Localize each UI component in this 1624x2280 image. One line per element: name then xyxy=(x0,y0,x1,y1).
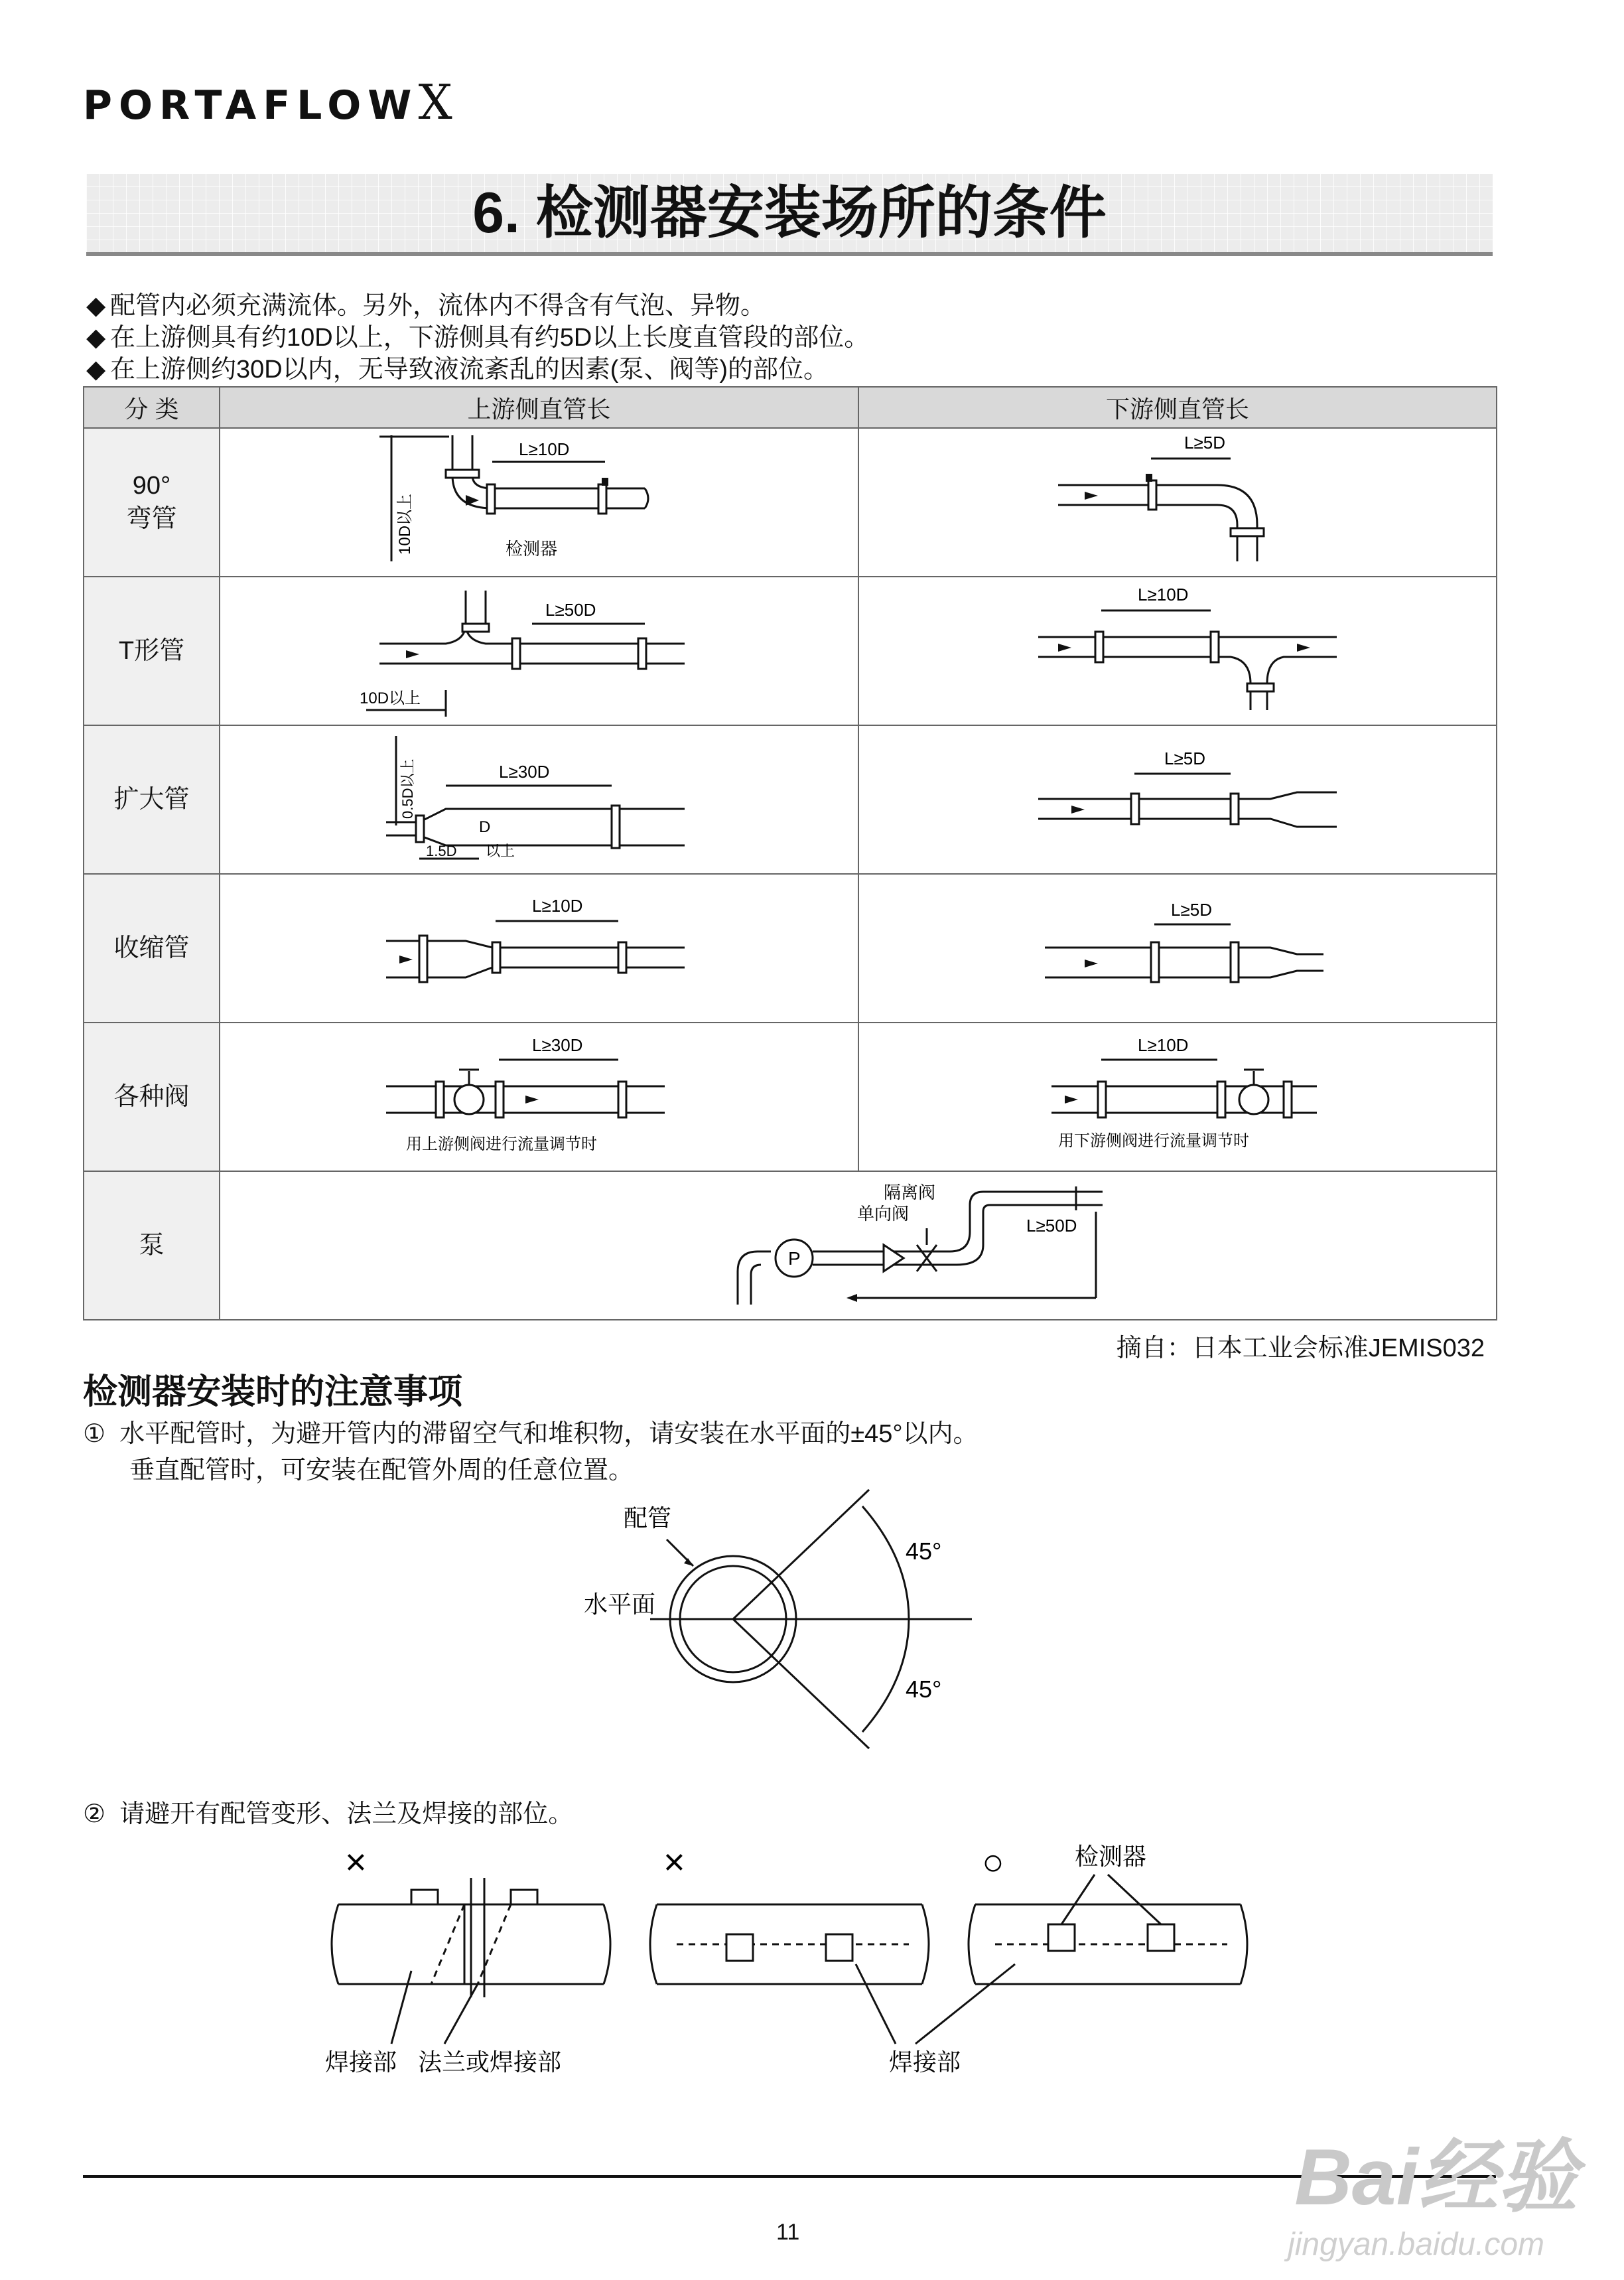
brand-logo xyxy=(83,74,452,130)
angle-upper-label: 45° xyxy=(906,1537,942,1565)
category-cell: 90° 弯管 xyxy=(84,428,220,577)
bend-upstream-svg xyxy=(220,429,859,576)
upstream-diagram xyxy=(220,428,858,577)
flange-or-weld-label: 法兰或焊接部 xyxy=(418,2048,562,2076)
category-cell: 收缩管 xyxy=(84,874,220,1023)
check-valve-label: 单向阀 xyxy=(857,1204,910,1224)
expander-upstream-svg xyxy=(220,726,859,873)
table-row xyxy=(84,874,1497,1023)
below-length-suffix: 以上 xyxy=(486,843,515,859)
table-row xyxy=(84,725,1497,874)
pump-svg xyxy=(220,1172,1497,1319)
watermark-logo: Bai经验 xyxy=(1294,2133,1578,2222)
downstream-diagram xyxy=(858,725,1497,874)
category-cell: 泵 xyxy=(84,1171,220,1320)
note-1: ① 水平配管时，为避开管内的滞留空气和堆积物，请安装在水平面的±45°以内。 xyxy=(83,1420,979,1448)
angle-diagram xyxy=(571,1486,982,1752)
downstream-diagram xyxy=(858,1023,1497,1171)
pipe-label: 配管 xyxy=(624,1504,672,1532)
bad-mark-2: × xyxy=(663,1841,685,1883)
bullet-1: ◆ 配管内必须充满流体。另外，流体内不得含有气泡、异物。 xyxy=(86,292,766,320)
offset-length-label: 10D以上 xyxy=(360,689,421,707)
upstream-diagram xyxy=(220,1023,858,1171)
upstream-length-label: L≥10D xyxy=(519,439,570,459)
table-row xyxy=(84,428,1497,577)
downstream-length-label: L≥10D xyxy=(1138,1035,1189,1055)
detector-label: 检测器 xyxy=(506,539,558,559)
downstream-diagram xyxy=(858,874,1497,1023)
below-length-label: 1.5D xyxy=(426,843,457,859)
bullet-2: ◆ 在上游侧具有约10D以上，下游侧具有约5D以上长度直管段的部位。 xyxy=(86,324,870,352)
downstream-diagram xyxy=(858,428,1497,577)
downstream-length-label: L≥5D xyxy=(1184,433,1225,453)
downstream-length-label: L≥5D xyxy=(1164,748,1205,768)
valve-upstream-svg xyxy=(220,1023,859,1171)
notes-title: 检测器安装时的注意事项 xyxy=(83,1373,463,1411)
upstream-length-label: L≥30D xyxy=(499,762,550,782)
header-category: 分 类 xyxy=(84,387,220,428)
diameter-label: D xyxy=(479,818,491,836)
table-header-row xyxy=(84,387,1497,428)
downstream-diagram xyxy=(858,577,1497,725)
category-cell: 各种阀 xyxy=(84,1023,220,1171)
header-downstream: 下游侧直管长 xyxy=(858,387,1497,428)
note-2: ② 请避开有配管变形、法兰及焊接的部位。 xyxy=(83,1800,574,1828)
table-row xyxy=(84,1171,1497,1320)
detector-label: 检测器 xyxy=(1075,1843,1147,1870)
upstream-diagram xyxy=(220,725,858,874)
pump-length-label: L≥50D xyxy=(1026,1216,1077,1236)
isolation-valve-label: 隔离阀 xyxy=(884,1182,936,1202)
tee-downstream-svg xyxy=(859,577,1497,725)
reducer-upstream-svg xyxy=(220,875,859,1022)
header-upstream: 上游侧直管长 xyxy=(220,387,858,428)
brand-text: PORTAFLOW xyxy=(83,82,419,129)
brand-x: X xyxy=(418,74,452,130)
upstream-caption: 用上游侧阀进行流量调节时 xyxy=(406,1135,597,1153)
table-row xyxy=(84,1023,1497,1171)
table-row xyxy=(84,577,1497,725)
category-cell: 扩大管 xyxy=(84,725,220,874)
upstream-length-label: L≥10D xyxy=(532,896,583,916)
upstream-diagram xyxy=(220,874,858,1023)
weld-diagram xyxy=(312,1838,1287,2130)
downstream-caption: 用下游侧阀进行流量调节时 xyxy=(1058,1132,1249,1150)
vertical-length-label: 10D以上 xyxy=(396,493,414,555)
category-cell: T形管 xyxy=(84,577,220,725)
downstream-length-label: L≥10D xyxy=(1138,585,1189,605)
expander-downstream-svg xyxy=(859,726,1497,873)
horizontal-plane-label: 水平面 xyxy=(584,1591,656,1618)
weld-label: 焊接部 xyxy=(325,2048,397,2076)
bullet-3: ◆ 在上游侧约30D以内，无导致液流紊乱的因素(泵、阀等)的部位。 xyxy=(86,356,829,384)
upstream-length-label: L≥50D xyxy=(545,600,596,620)
valve-downstream-svg xyxy=(859,1023,1497,1171)
reducer-downstream-svg xyxy=(859,875,1497,1022)
upstream-length-label: L≥30D xyxy=(532,1035,583,1055)
note-1-line2: 垂直配管时，可安装在配管外周的任意位置。 xyxy=(129,1457,634,1484)
pump-diagram xyxy=(220,1171,1497,1320)
page-number: 11 xyxy=(776,2220,800,2245)
footer-rule xyxy=(83,2175,1496,2178)
source-note: 摘自：日本工业会标准JEMIS032 xyxy=(1116,1334,1485,1362)
vertical-length-label: 0.5D以上 xyxy=(399,758,416,819)
downstream-length-label: L≥5D xyxy=(1171,900,1212,920)
bend-downstream-svg xyxy=(859,429,1497,576)
angle-lower-label: 45° xyxy=(906,1675,942,1703)
watermark-url: jingyan.baidu.com xyxy=(1288,2227,1544,2262)
good-mark: ○ xyxy=(982,1841,1004,1883)
upstream-diagram xyxy=(220,577,858,725)
conditions-table xyxy=(83,386,1497,1320)
pump-label: P xyxy=(788,1248,801,1269)
tee-upstream-svg xyxy=(220,577,859,725)
weld-label-2: 焊接部 xyxy=(889,2048,961,2076)
section-title: 6. 检测器安装场所的条件 xyxy=(472,181,1107,245)
bad-mark-1: × xyxy=(345,1841,367,1883)
